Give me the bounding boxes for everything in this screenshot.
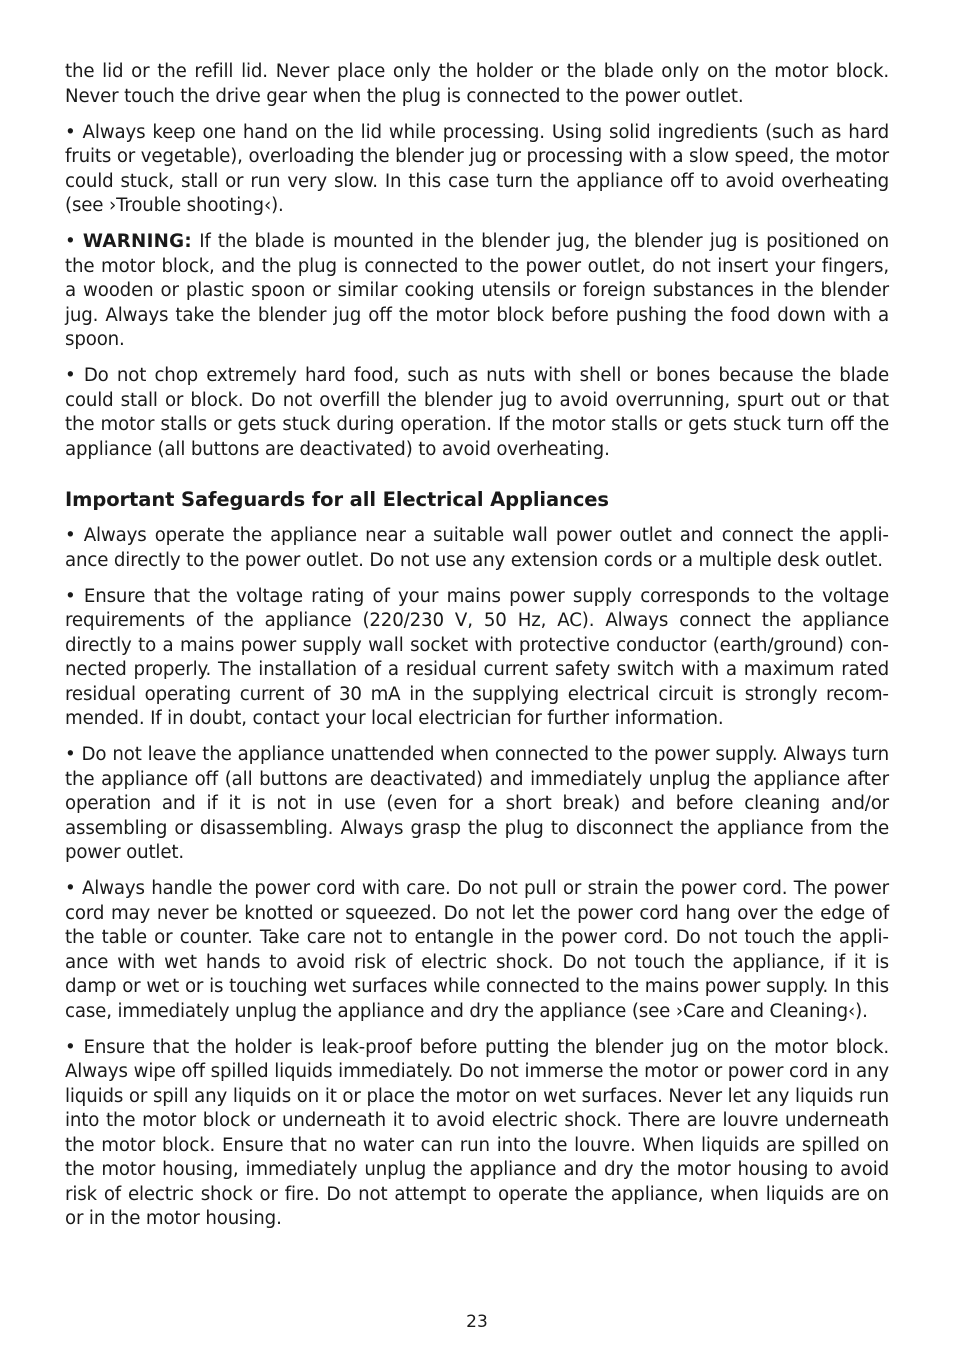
manual-page [65,60,889,1243]
warning-text: If the blade is mounted in the blender jug, the blender jug is positioned on the motor block, and the plug is connected to the power outlet, do not insert your fingers, a wooden or plastic spoon or similar cooking utensils or foreign substances in the blender jug. Always take the blender jug off the motor block before pushing the food down with a spoon. [65,231,889,350]
page-number: 23 [466,1312,488,1332]
paragraph-wall-outlet: • Always operate the appliance near a suitable wall power outlet and connect the appliance directly to the power outlet. Do not use any extension cords or a multiple desk outlet. [65,525,889,571]
paragraph-hand-on-lid: • Always keep one hand on the lid while processing. Using solid ingredients (such as hard fruits or vegetable), overloading the blender jug or processing with a slow speed, the motor could stuck, stall or run very slow. In this case turn the appliance off to avoid overheating (see ›Trouble shooting‹). [65,121,889,216]
section-title: Important Safeguards for all Electrical Appliances [65,488,609,511]
paragraph-lid-continuation: the lid or the refill lid. Never place only the holder or the blade only on the motor block. Never touch the drive gear when the plug is connected to the power outlet. [65,61,889,107]
paragraph-hard-food: • Do not chop extremely hard food, such as nuts with shell or bones because the blade could stall or block. Do not overfill the blender jug to avoid overrunning, spurt out or that the motor stalls or gets stuck during operation. If the motor stalls or gets stuck turn off the appliance (all buttons are deactivated) to avoid overheating. [65,365,889,460]
warning-label: WARNING: [82,231,192,252]
paragraph-power-cord: • Always handle the power cord with care. Do not pull or strain the power cord. The power cord may never be knotted or squeezed. Do not let the power cord hang over the edge of the table or counter. Take care not to entangle in the power cord. Do not touch the appliance with wet hands to avoid risk of electric shock. Do not touch the appliance, if it is damp or wet or is touching wet surfaces while connected to the mains power supply. In this case, immediately unplug the appliance and dry the appliance (see ›Care and Cleaning‹). [65,878,889,1022]
warning-bullet: • [65,231,83,252]
paragraph-voltage: • Ensure that the voltage rating of your mains power supply corresponds to the voltage requirements of the appliance (220/230 V, 50 Hz, AC). Always connect the appliance directly to a mains power supply wall socket with protective conductor (earth/ground) connected properly. The installation of a residual current safety switch with a maximum rated residual operating current of 30 mA in the supplying electrical circuit is strongly recommended. If in doubt, contact your local electrician for further information. [65,585,889,729]
paragraph-unattended: • Do not leave the appliance unattended when connected to the power supply. Always turn the appliance off (all buttons are deactivated) and immediately unplug the appliance after operation and if it is not in use (even for a short break) and before cleaning and/or assembling or disassembling. Always grasp the plug to disconnect the appliance from the power outlet. [65,744,889,863]
paragraph-warning [65,230,889,353]
paragraph-liquids: • Ensure that the holder is leak-proof before putting the blender jug on the motor block. Always wipe off spilled liquids immediately. Do not immerse the motor or power cord in any liquids or spill any liquids on it or place the motor on wet surfaces. Never let any liquids run into the motor block or underneath it to avoid electric shock. There are louvre underneath the motor block. Ensure that no water can run into the louvre. When liquids are spilled on the motor housing, immediately unplug the appliance and dry the motor housing to avoid risk of electric shock or fire. Do not attempt to operate the appliance, when liquids are on or in the motor housing. [65,1036,889,1229]
